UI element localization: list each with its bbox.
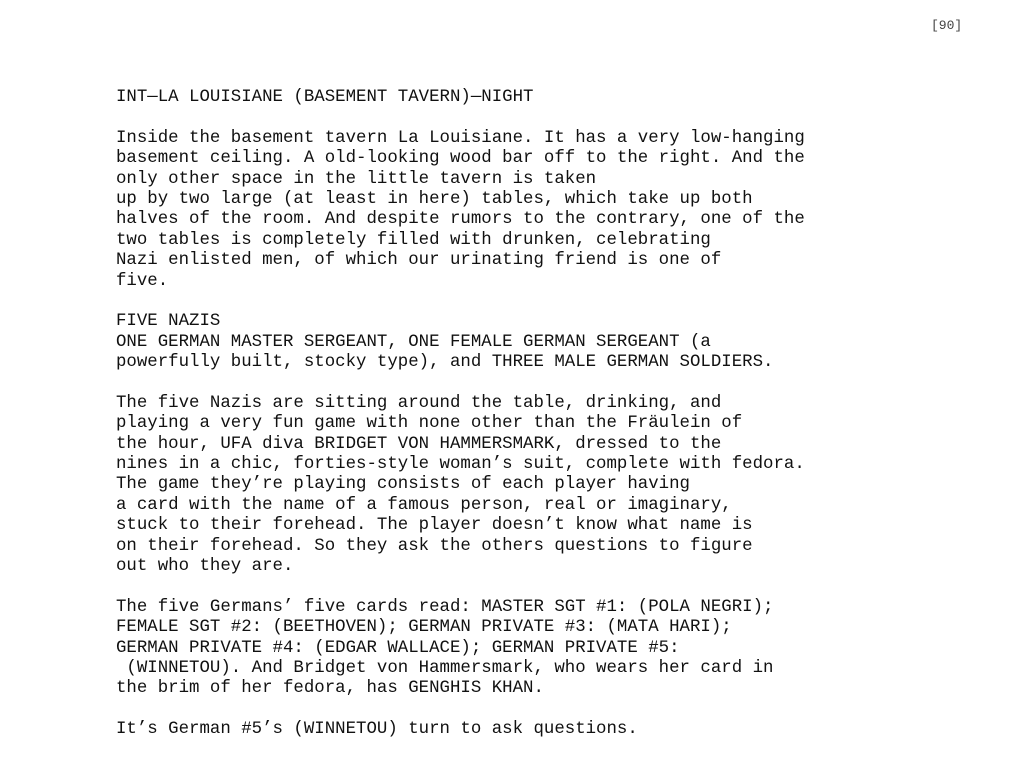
blank-line [116, 292, 996, 312]
action-line: on their forehead. So they ask the others questions to figure [116, 536, 753, 556]
action-line: GERMAN PRIVATE #4: (EDGAR WALLACE); GERMAN PRIVATE #5: [116, 638, 680, 658]
action-line: out who they are. [116, 556, 294, 576]
action-line: playing a very fun game with none other than the Fräulein of [116, 414, 743, 434]
action-line: Inside the basement tavern La Louisiane. It has a very low-hanging [116, 128, 805, 148]
action-line: halves of the room. And despite rumors to the contrary, one of the [116, 210, 805, 230]
blank-line [116, 108, 996, 128]
action-line: powerfully built, stocky type), and THREE MALE GERMAN SOLDIERS. [116, 353, 774, 373]
action-line: ONE GERMAN MASTER SERGEANT, ONE FEMALE GERMAN SERGEANT (a [116, 332, 711, 352]
blank-line [116, 373, 996, 393]
action-line: Nazi enlisted men, of which our urinating friend is one of [116, 251, 722, 271]
blank-line [116, 577, 996, 597]
action-line: (WINNETOU). And Bridget von Hammersmark, who wears her card in [116, 658, 774, 678]
blank-line [116, 700, 996, 720]
action-line: FEMALE SGT #2: (BEETHOVEN); GERMAN PRIVATE #3: (MATA HARI); [116, 618, 732, 638]
character-heading: FIVE NAZIS [116, 312, 221, 332]
action-line: The five Germans’ five cards read: MASTER SGT #1: (POLA NEGRI); [116, 597, 774, 617]
action-line: the hour, UFA diva BRIDGET VON HAMMERSMARK, dressed to the [116, 434, 722, 454]
action-line: only other space in the little tavern is taken [116, 169, 597, 189]
action-line: It’s German #5’s (WINNETOU) turn to ask questions. [116, 720, 638, 740]
action-line: basement ceiling. A old-looking wood bar off to the right. And the [116, 149, 805, 169]
action-line: nines in a chic, forties-style woman’s suit, complete with fedora. [116, 455, 805, 475]
action-line: stuck to their forehead. The player doesn’t know what name is [116, 516, 753, 536]
action-line: the brim of her fedora, has GENGHIS KHAN. [116, 679, 544, 699]
action-line: The game they’re playing consists of each player having [116, 475, 690, 495]
scene-heading: INT—LA LOUISIANE (BASEMENT TAVERN)—NIGHT [116, 88, 534, 107]
page-number: [90] [931, 18, 963, 33]
action-line: The five Nazis are sitting around the table, drinking, and [116, 393, 722, 413]
script-body [116, 88, 996, 741]
action-line: two tables is completely filled with drunken, celebrating [116, 230, 711, 250]
action-line: five. [116, 271, 169, 291]
action-line: a card with the name of a famous person, real or imaginary, [116, 495, 732, 515]
action-line: up by two large (at least in here) tables, which take up both [116, 189, 753, 209]
